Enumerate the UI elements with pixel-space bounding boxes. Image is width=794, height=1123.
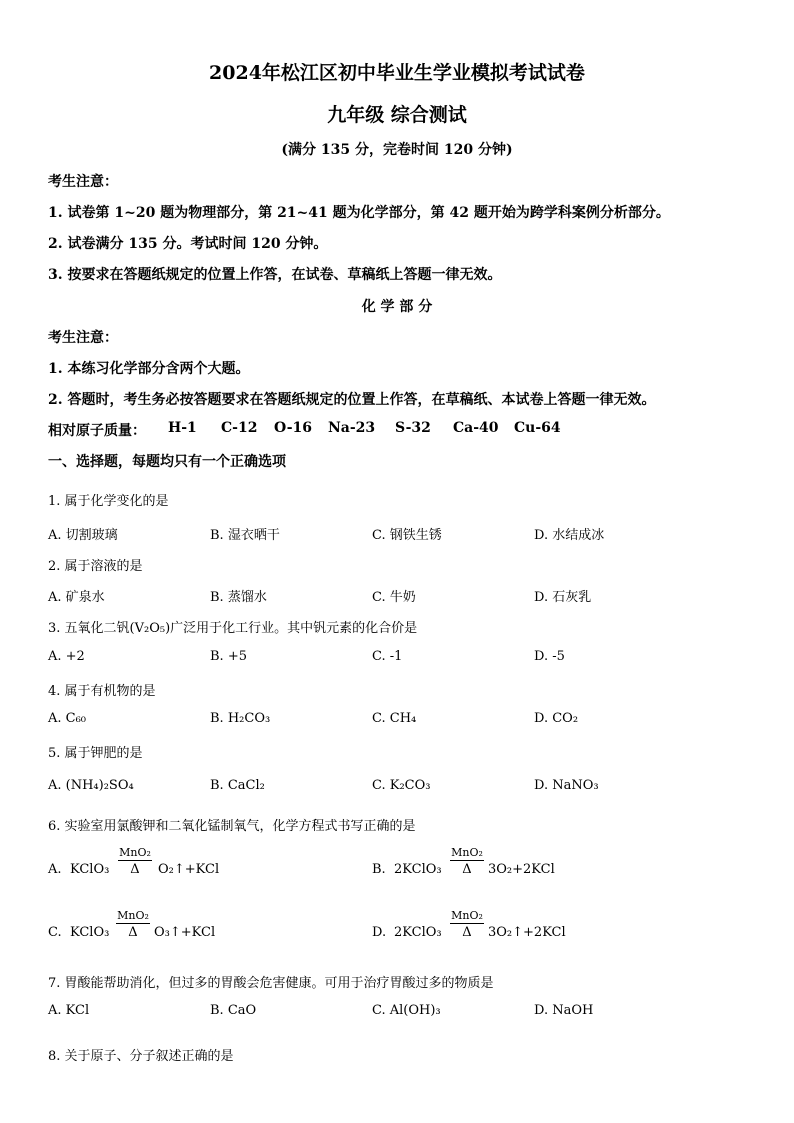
equation-bar: [118, 860, 152, 861]
atomic-mass-h: H-1: [168, 420, 197, 436]
notice-item-2: 2. 试卷满分 135 分。考试时间 120 分钟。: [48, 236, 328, 252]
part-one-heading: 一、选择题，每题均只有一个正确选项: [48, 454, 286, 470]
question-5-stem: 5. 属于钾肥的是: [48, 746, 143, 761]
atomic-mass-s: S-32: [395, 420, 431, 436]
question-6-option-a-condition: [118, 846, 152, 877]
question-6-option-a-product: O₂↑+KCl: [158, 862, 220, 877]
question-2-stem: 2. 属于溶液的是: [48, 559, 143, 574]
atomic-mass-cu: Cu-64: [514, 420, 561, 436]
heat-symbol: Δ: [130, 862, 140, 877]
chem-notice-item-2: 2. 答题时，考生务必按答题要求在答题纸规定的位置上作答，在草稿纸、本试卷上答题一律无效。: [48, 392, 656, 408]
question-5-option-b: B. CaCl₂: [210, 778, 265, 793]
question-3-option-a: A. +2: [48, 649, 85, 664]
question-2-option-a: A. 矿泉水: [48, 590, 105, 605]
question-5-option-c: C. K₂CO₃: [372, 778, 431, 793]
atomic-mass-o: O-16: [274, 420, 313, 436]
question-7-stem: 7. 胃酸能帮助消化，但过多的胃酸会危害健康。可用于治疗胃酸过多的物质是: [48, 976, 494, 991]
question-4-stem: 4. 属于有机物的是: [48, 684, 156, 699]
question-2-option-b: B. 蒸馏水: [210, 590, 267, 605]
notice-item-3: 3. 按要求在答题纸规定的位置上作答，在试卷、草稿纸上答题一律无效。: [48, 267, 502, 283]
atomic-mass-na: Na-23: [328, 420, 376, 436]
catalyst-label: MnO₂: [451, 909, 483, 922]
notice-heading: 考生注意：: [48, 174, 118, 190]
question-4-option-c: C. CH₄: [372, 711, 417, 726]
question-4-option-a: A. C₆₀: [48, 711, 87, 726]
catalyst-label: MnO₂: [119, 846, 151, 859]
question-6-option-b-condition: [450, 846, 484, 877]
question-7-option-d: D. NaOH: [534, 1003, 594, 1018]
exam-note: (满分 135 分，完卷时间 120 分钟): [281, 142, 513, 158]
question-6-option-a-reactant: KClO₃: [70, 862, 110, 877]
chem-notice-heading: 考生注意：: [48, 330, 118, 346]
catalyst-label: MnO₂: [117, 909, 149, 922]
question-6-option-d-condition: [450, 909, 484, 940]
question-6-stem: 6. 实验室用氯酸钾和二氧化锰制氧气，化学方程式书写正确的是: [48, 819, 416, 834]
equation-bar: [450, 923, 484, 924]
equation-bar: [450, 860, 484, 861]
question-6-option-c-product: O₃↑+KCl: [154, 925, 216, 940]
exam-title: 2024年松江区初中毕业生学业模拟考试试卷: [209, 62, 585, 84]
question-2-option-c: C. 牛奶: [372, 590, 416, 605]
atomic-mass-label: 相对原子质量：: [48, 423, 146, 439]
atomic-mass-ca: Ca-40: [453, 420, 499, 436]
question-4-option-b: B. H₂CO₃: [210, 711, 271, 726]
question-1-option-c: C. 钢铁生锈: [372, 528, 442, 543]
question-1-option-b: B. 湿衣晒干: [210, 528, 280, 543]
question-3-option-d: D. -5: [534, 649, 565, 664]
question-2-option-d: D. 石灰乳: [534, 590, 592, 605]
question-6-option-b-letter: B.: [372, 862, 386, 877]
section-title: 化 学 部 分: [361, 299, 433, 315]
question-6-option-b-product: 3O₂+2KCl: [488, 862, 555, 877]
question-6-option-a-letter: A.: [48, 862, 62, 877]
heat-symbol: Δ: [462, 925, 472, 940]
question-3-option-c: C. -1: [372, 649, 403, 664]
question-6-option-c-reactant: KClO₃: [70, 925, 110, 940]
question-4-option-d: D. CO₂: [534, 711, 579, 726]
question-6-option-d-product: 3O₂↑+2KCl: [488, 925, 566, 940]
chem-notice-item-1: 1. 本练习化学部分含两个大题。: [48, 361, 250, 377]
heat-symbol: Δ: [462, 862, 472, 877]
question-1-option-a: A. 切割玻璃: [48, 528, 118, 543]
atomic-mass-c: C-12: [221, 420, 258, 436]
question-1-stem: 1. 属于化学变化的是: [48, 494, 169, 509]
question-6-option-d-reactant: 2KClO₃: [394, 925, 442, 940]
equation-bar: [116, 923, 150, 924]
question-6-option-c-letter: C.: [48, 925, 62, 940]
question-5-option-a: A. (NH₄)₂SO₄: [48, 778, 134, 793]
heat-symbol: Δ: [128, 925, 138, 940]
question-7-option-c: C. Al(OH)₃: [372, 1003, 441, 1018]
question-3-stem: 3. 五氧化二钒(V₂O₅)广泛用于化工行业。其中钒元素的化合价是: [48, 621, 418, 636]
question-8-stem: 8. 关于原子、分子叙述正确的是: [48, 1049, 234, 1064]
question-7-option-a: A. KCl: [48, 1003, 90, 1018]
catalyst-label: MnO₂: [451, 846, 483, 859]
question-6-option-c-condition: [116, 909, 150, 940]
question-6-option-b-reactant: 2KClO₃: [394, 862, 442, 877]
question-5-option-d: D. NaNO₃: [534, 778, 599, 793]
question-7-option-b: B. CaO: [210, 1003, 257, 1018]
notice-item-1: 1. 试卷第 1~20 题为物理部分，第 21~41 题为化学部分，第 42 题开始为跨学科案例分析部分。: [48, 205, 670, 221]
question-6-option-d-letter: D.: [372, 925, 387, 940]
question-3-option-b: B. +5: [210, 649, 247, 664]
question-1-option-d: D. 水结成冰: [534, 528, 605, 543]
exam-subtitle: 九年级 综合测试: [327, 104, 467, 126]
